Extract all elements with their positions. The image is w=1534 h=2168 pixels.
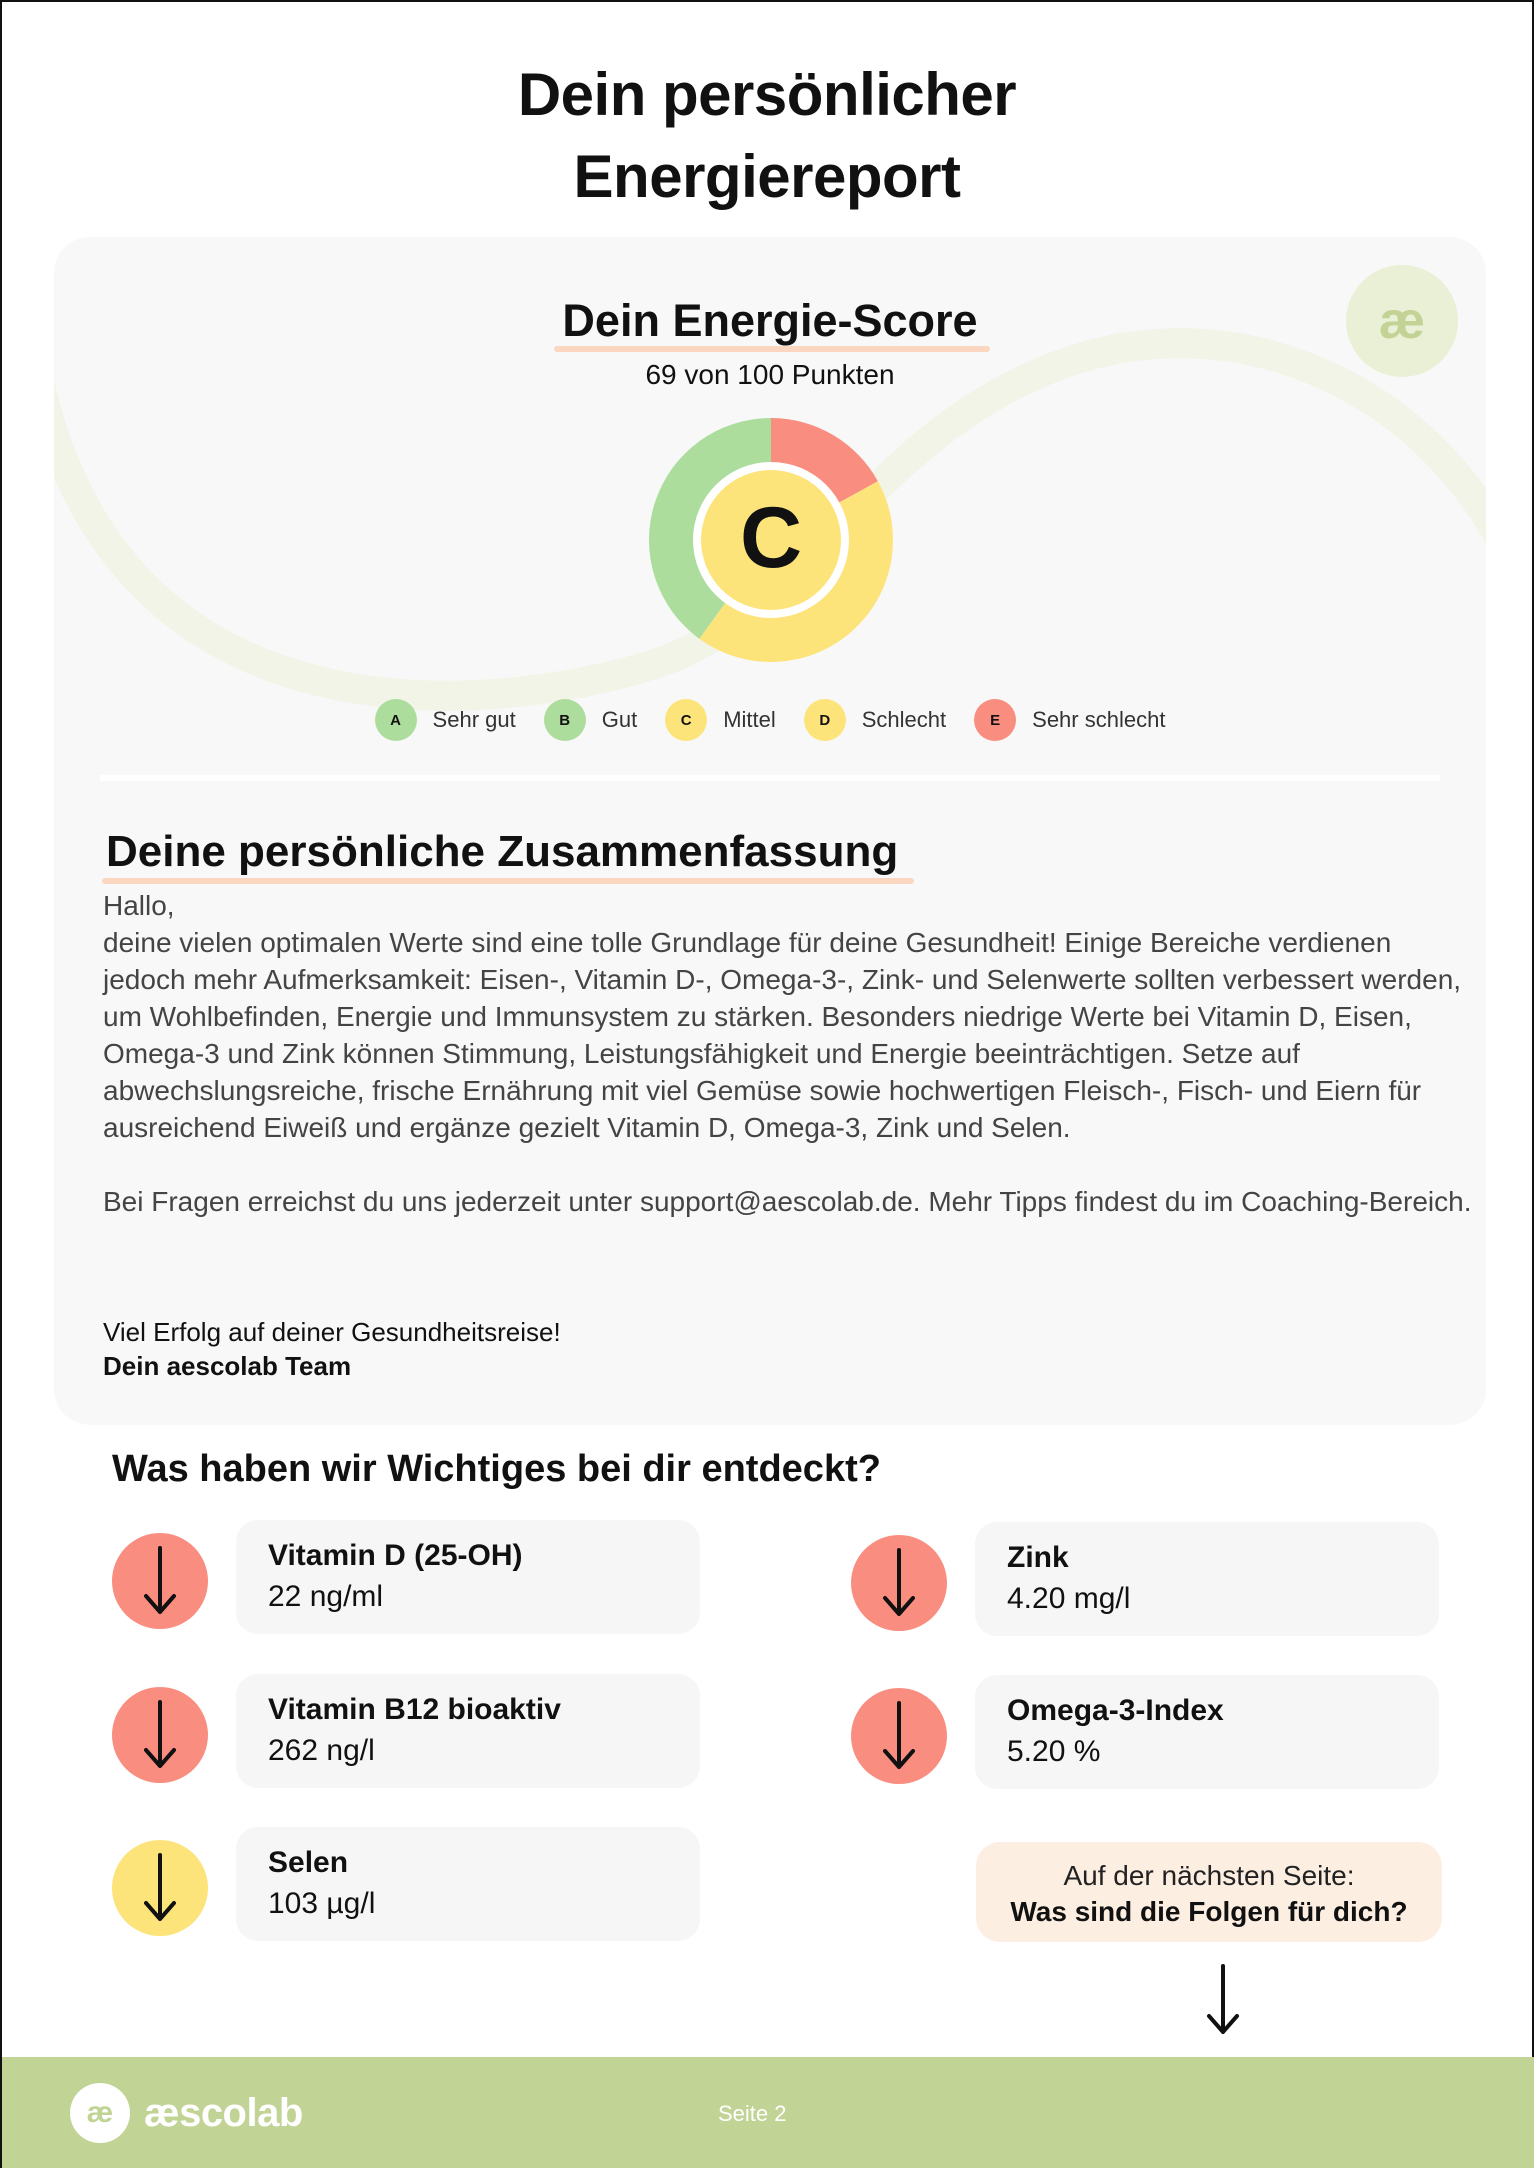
score-title: [54, 295, 1486, 347]
finding-box: [975, 1675, 1439, 1789]
finding-name: Vitamin D (25-OH): [268, 1539, 523, 1572]
legend-item-b: [544, 699, 637, 741]
finding-box: [236, 1827, 700, 1941]
logo-badge-icon: æ: [1346, 265, 1458, 377]
legend-dot: A: [375, 699, 417, 741]
summary-title-text: Deine persönliche Zusammenfassung: [106, 827, 914, 876]
finding-box: [236, 1674, 700, 1788]
finding-value: 4.20 mg/l: [1007, 1582, 1131, 1615]
page-title: [2, 54, 1532, 218]
grade-letter: C: [739, 490, 803, 586]
finding-value: 103 µg/l: [268, 1887, 376, 1920]
next-page-teaser: [976, 1842, 1442, 1942]
summary-contact: Bei Fragen erreichst du uns jederzeit unter support@aescolab.de. Mehr Tipps findest du im Coaching-Bereich.: [103, 1186, 1472, 1217]
legend-label: Sehr gut: [432, 707, 516, 732]
summary-greeting: Hallo,: [103, 890, 175, 921]
summary-closing: [103, 1315, 561, 1383]
score-donut-chart: [646, 415, 896, 665]
finding-name: Selen: [268, 1846, 349, 1879]
finding-item: [112, 1674, 856, 1790]
legend-item-e: [974, 699, 1165, 741]
closing-line: Viel Erfolg auf deiner Gesundheitsreise!: [103, 1317, 561, 1347]
finding-value: 22 ng/ml: [268, 1580, 384, 1613]
legend-item-a: [375, 699, 516, 741]
legend-item-c: [665, 699, 776, 741]
page-number: Seite 2: [718, 2101, 787, 2126]
summary-body: [103, 887, 1473, 1220]
score-title-text: Dein Energie-Score: [558, 295, 981, 346]
finding-box: [236, 1520, 700, 1634]
findings-title: Was haben wir Wichtiges bei dir entdeckt?: [112, 1448, 881, 1490]
finding-name: Zink: [1007, 1541, 1069, 1574]
score-points: 69 von 100 Punkten: [645, 359, 895, 390]
legend-dot: B: [544, 699, 586, 741]
page-footer: [2, 2057, 1534, 2168]
legend-dot: C: [665, 699, 707, 741]
section-divider: [100, 775, 1440, 781]
page-title-line2: Energiereport: [573, 143, 961, 210]
legend-label: Sehr schlecht: [1032, 707, 1166, 732]
brand-mark-icon: æ: [70, 2083, 130, 2143]
grade-legend: [54, 699, 1486, 741]
arrow-down-icon: [112, 1533, 208, 1629]
next-page-label: Auf der nächsten Seite:: [1063, 1860, 1355, 1891]
finding-value: 5.20 %: [1007, 1735, 1101, 1768]
arrow-down-icon: [112, 1687, 208, 1783]
score-summary-card: [54, 237, 1486, 1425]
arrow-down-icon: [851, 1688, 947, 1784]
summary-title: [106, 827, 914, 877]
legend-label: Gut: [601, 707, 638, 732]
legend-item-d: [804, 699, 946, 741]
brand-name: æscolab: [144, 2090, 303, 2135]
finding-box: [975, 1522, 1439, 1636]
legend-label: Mittel: [723, 707, 776, 732]
arrow-down-icon: [1202, 1962, 1244, 2038]
finding-value: 262 ng/l: [268, 1734, 375, 1767]
next-page-question: Was sind die Folgen für dich?: [1010, 1896, 1408, 1927]
finding-name: Omega-3-Index: [1007, 1694, 1224, 1727]
page-title-line1: Dein persönlicher: [517, 61, 1017, 128]
finding-name: Vitamin B12 bioaktiv: [268, 1693, 561, 1726]
finding-item: [112, 1827, 856, 1943]
legend-label: Schlecht: [861, 707, 947, 732]
footer-logo: [70, 2083, 303, 2143]
legend-dot: E: [974, 699, 1016, 741]
finding-item: [112, 1520, 856, 1636]
legend-dot: D: [804, 699, 846, 741]
finding-item: [851, 1675, 1534, 1791]
summary-paragraph: deine vielen optimalen Werte sind eine tolle Grundlage für deine Gesundheit! Einige Bereiche verdienen jedoch mehr Aufmerksamkeit: Eisen-, Vitamin D-, Omega-3-, Zink- und Selenwerte sollten verbessert werden, um Wohlbefinden, Energie und Immunsystem zu stärken. Besonders niedrige Werte bei Vitamin D, Eisen, Omega-3 und Zink können Stimmung, Leistungsfähigkeit und Energie beeinträchtigen. Setze auf abwechslungsreiche, frische Ernährung mit viel Gemüse sowie hochwertigen Fleisch-, Fisch- und Eiern für ausreichend Eiweiß und ergänze gezielt Vitamin D, Omega-3, Zink und Selen.: [103, 927, 1462, 1143]
arrow-down-icon: [112, 1840, 208, 1936]
arrow-down-icon: [851, 1535, 947, 1631]
finding-item: [851, 1522, 1534, 1638]
team-signature: Dein aescolab Team: [103, 1351, 352, 1381]
